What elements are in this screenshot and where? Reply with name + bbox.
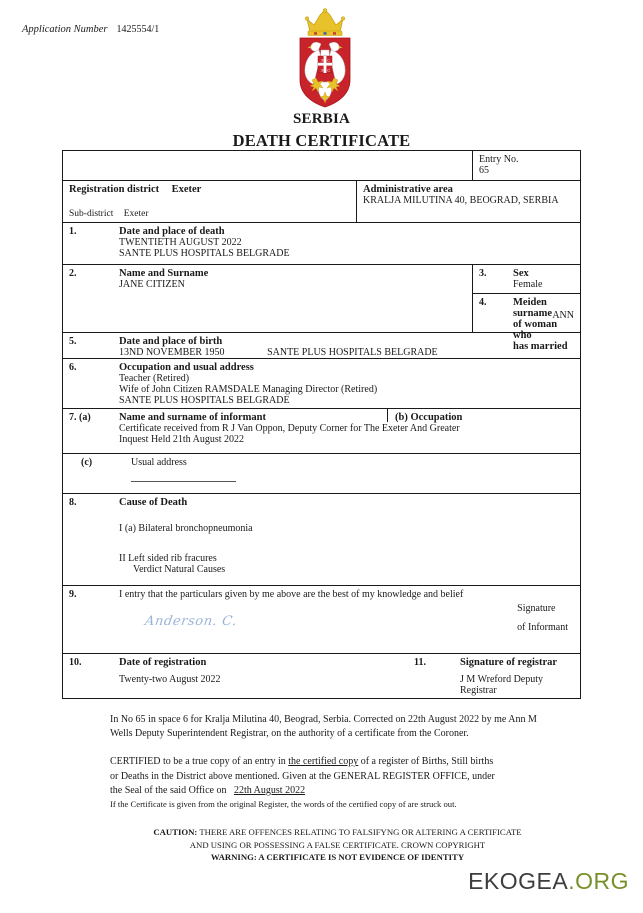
entry-number-value: 65 — [479, 165, 489, 176]
registration-district-cell — [63, 181, 356, 222]
item9-declaration: I entry that the particulars given by me above are the best of my knowledge and belief — [119, 589, 464, 600]
application-number-value: 1425554/1 — [116, 24, 160, 35]
svg-text:Э: Э — [320, 68, 324, 73]
sub-district-value: Exeter — [123, 209, 149, 219]
table-row-item7a — [63, 409, 580, 454]
table-row-item9 — [63, 586, 580, 654]
item7a-line1: Certificate received from R J Van Oppon, Deputy Corner for The Exeter And Greater — [119, 423, 460, 434]
table-row-item5 — [63, 333, 580, 359]
item11-value: J M Wreford Deputy Registrar — [460, 674, 544, 696]
certified-date: 22th August 2022 — [233, 784, 306, 796]
item6-line1: Teacher (Retired) — [119, 373, 190, 384]
item7c-number: (c) — [81, 457, 93, 468]
certified-underlined1: the certified copy — [288, 756, 359, 768]
item4-value: ANN — [552, 310, 574, 321]
item6-cell — [63, 359, 580, 408]
application-number — [22, 24, 159, 35]
occupation-divider — [387, 409, 388, 422]
item10-label: Date of registration — [119, 657, 207, 668]
item6-line3: SANTE PLUS HOSPITALS BELGRADE — [119, 395, 290, 406]
certified-line3 — [110, 784, 580, 798]
registration-district-value: Exeter — [171, 184, 202, 195]
certified-line3-pre: the Seal of the said Office on — [110, 784, 227, 796]
svg-text:Э: Э — [320, 58, 324, 63]
entry-blank-cell — [63, 151, 472, 180]
item1-line2: SANTE PLUS HOSPITALS BELGRADE — [119, 248, 290, 259]
item8-cell — [63, 494, 580, 585]
table-row-item8 — [63, 494, 580, 586]
certified-part1: CERTIFIED to be a true copy of an entry in — [110, 756, 286, 768]
serbia-coat-of-arms-icon — [290, 8, 360, 110]
correction-note-line2: Wells Deputy Superintendent Registrar, on the authority of a certificate from the Coroner. — [110, 728, 469, 740]
item10-cell — [63, 654, 408, 698]
caution-label: CAUTION: — [153, 827, 198, 837]
signature-label-line2: of Informant — [517, 621, 568, 633]
caution-text: THERE ARE OFFENCES RELATING TO FALSIFYNG OR ALTERING A CERTIFICATE — [199, 827, 522, 837]
table-row-item7c — [63, 454, 580, 494]
item10-value: Twenty-two August 2022 — [119, 674, 221, 685]
svg-text:C: C — [327, 58, 331, 63]
certified-part2: of a register of Births, Still births — [360, 756, 494, 768]
item2-value: JANE CITIZEN — [119, 279, 185, 290]
sub-district-label: Sub-district — [69, 209, 114, 219]
watermark-name: EKOGEA — [468, 868, 569, 894]
item6-number: 6. — [69, 362, 77, 373]
informant-signature: Anderson. C. — [143, 614, 239, 629]
item3-cell — [473, 265, 580, 293]
ekogea-watermark — [468, 868, 629, 895]
certificate-table — [62, 150, 581, 699]
administrative-area-value: KRALJA MILUTINA 40, BEOGRAD, SERBIA — [363, 195, 559, 206]
item11-number: 11. — [414, 657, 426, 668]
item6-label: Occupation and usual address — [119, 362, 254, 373]
warning-line: WARNING: A CERTIFICATE IS NOT EVIDENCE OF IDENTITY — [210, 852, 465, 863]
item4-number: 4. — [479, 297, 487, 308]
administrative-area-cell — [356, 181, 580, 222]
table-row-district — [63, 181, 580, 223]
item2-number: 2. — [69, 268, 77, 279]
signature-label-line1: Signature — [517, 603, 556, 614]
country-title: SERBIA — [292, 111, 351, 127]
item3-item4-wrapper — [472, 265, 580, 352]
item8-line3: Verdict Natural Causes — [133, 564, 226, 575]
informant-signature-label — [517, 600, 568, 637]
item1-number: 1. — [69, 226, 77, 237]
table-row-item6 — [63, 359, 580, 409]
item9-number: 9. — [69, 589, 77, 600]
certified-line2: or Deaths in the District above mentioned. Given at the GENERAL REGISTER OFFICE, under — [110, 770, 495, 782]
page-title — [0, 110, 643, 152]
item7c-label: Usual address — [131, 457, 187, 468]
item7a-line2: Inquest Held 21th August 2022 — [119, 434, 244, 445]
footer-notes — [110, 713, 580, 810]
item5-cell — [63, 333, 580, 358]
item1-cell — [63, 223, 580, 264]
svg-text:C: C — [327, 68, 331, 73]
item7a-label: Name and surname of informant — [119, 412, 266, 423]
item7c-address-line — [131, 481, 236, 482]
item8-number: 8. — [69, 497, 77, 508]
item7c-cell — [63, 454, 580, 493]
item6-line2: Wife of John Citizen RAMSDALE Managing Director (Retired) — [119, 384, 378, 395]
administrative-area-label: Administrative area — [363, 184, 453, 195]
item5-date: 13ND NOVEMBER 1950 — [119, 347, 225, 358]
footer-fineprint: If the Certificate is given from the original Register, the words of the certified copy of are struck out. — [110, 798, 457, 809]
caution-warning-block — [62, 826, 613, 864]
table-row-item1 — [63, 223, 580, 265]
document-title: DEATH CERTIFICATE — [232, 130, 411, 150]
sub-district-line — [69, 209, 149, 219]
application-number-label: Application Number — [22, 24, 108, 35]
item8-line2: II Left sided rib fracures — [119, 553, 217, 564]
item5-number: 5. — [69, 336, 77, 347]
entry-number-label: Entry No. — [479, 154, 519, 165]
item3-number: 3. — [479, 268, 487, 279]
item4-label-line1: Meiden surname — [513, 297, 553, 319]
item3-value: Female — [513, 279, 543, 290]
item5-place: SANTE PLUS HOSPITALS BELGRADE — [267, 347, 438, 358]
item7a-number: 7. (a) — [69, 412, 91, 423]
item2-label: Name and Surname — [119, 268, 209, 279]
table-row-entry — [63, 151, 580, 181]
item7a-cell — [63, 409, 580, 453]
registration-district-label: Registration district — [69, 184, 160, 195]
item9-cell — [63, 586, 580, 653]
item4-label-line2: of woman who — [513, 319, 558, 341]
caution-line1 — [62, 826, 613, 839]
table-row-item10 — [63, 654, 580, 698]
item11-label: Signature of registrar — [460, 657, 558, 668]
item3-label: Sex — [513, 268, 529, 279]
item10-number: 10. — [69, 657, 82, 668]
item2-cell — [63, 265, 472, 332]
certified-line1 — [110, 755, 580, 769]
item8-label: Cause of Death — [119, 497, 188, 508]
item1-line1: TWENTIETH AUGUST 2022 — [119, 237, 242, 248]
item1-label: Date and place of death — [119, 226, 225, 237]
entry-number-cell — [472, 151, 580, 180]
correction-note-line1: In No 65 in space 6 for Kralja Milutina 40, Beograd, Serbia. Corrected on 22th August 2022 by me Ann M — [110, 714, 537, 725]
item5-label: Date and place of birth — [119, 336, 223, 347]
item4-label-line3: has married — [513, 341, 568, 352]
item11-cell — [408, 654, 580, 698]
item8-line1: I (a) Bilateral bronchopneumonia — [119, 523, 253, 534]
caution-line2: AND USING OR POSSESSING A FALSE CERTIFICATE. CROWN COPYRIGHT — [189, 839, 486, 850]
item7b-occupation-label: (b) Occupation — [395, 412, 463, 423]
watermark-tld: .ORG — [568, 868, 629, 894]
